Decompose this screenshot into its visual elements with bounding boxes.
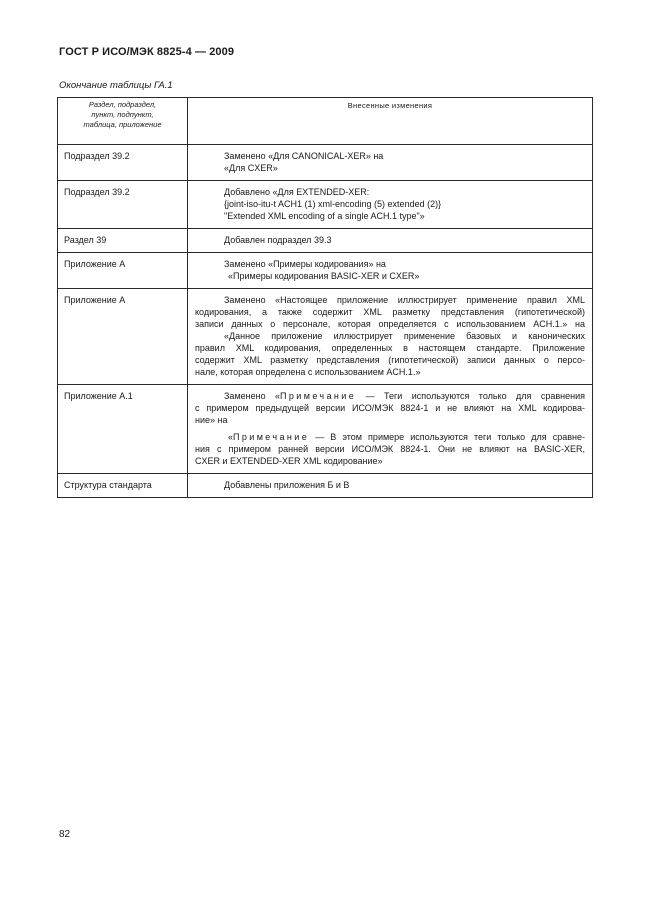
table-caption: Окончание таблицы ГА.1 — [59, 80, 173, 91]
change-cell: Добавлен подраздел 39.3 — [188, 229, 593, 253]
note-paragraph-1: Заменено «Примечание — Теги используются только для сравнения — [224, 391, 585, 401]
section-cell: Приложение А — [58, 289, 188, 385]
section-cell: Структура стандарта — [58, 474, 188, 498]
note-paragraph-2: «Примечание — В этом примере используются теги только для сравне- — [228, 432, 585, 442]
section-cell: Приложение А.1 — [58, 385, 188, 474]
page-number: 82 — [59, 829, 71, 840]
change-cell: Добавлены приложения Б и В — [188, 474, 593, 498]
table-row — [58, 229, 593, 253]
change-cell: Заменено «Настоящее приложение иллюстрирует применение правил XML кодирования, а также содержит XML разметку представления (гипотетической) записи данных о персонале, которая определяется с использованием ACH.1.» на «Данное приложение иллюстрирует применение базовых и канонических правил XML кодирования, определенных в настоящем стандарте. Приложение содержит XML разметку представления (гипотетической) записи данных о персо- нале, которая определена с использованием ACH.1.» — [188, 289, 593, 385]
change-cell: Заменено «Примечание — Теги используются только для сравнения с примером предыдущей версии ИСО/МЭК 8824-1 и не влияют на XML кодирова- ние» на «Примечание — В этом примере используются теги только для сравне- ния с примером ранней версии ИСО/МЭК 8824-1. Они не влияют на BASIC-XER, CXER и EXTENDED-XER XML кодирование» — [188, 385, 593, 474]
table-row — [58, 289, 593, 385]
table-row — [58, 181, 593, 229]
document-header: ГОСТ Р ИСО/МЭК 8825-4 — 2009 — [59, 46, 235, 58]
column-header-changes: Внесенные изменения — [188, 98, 593, 145]
section-cell: Подраздел 39.2 — [58, 145, 188, 181]
change-cell: Заменено «Примеры кодирования» на «Примеры кодирования BASIC-XER и CXER» — [188, 253, 593, 289]
table-row — [58, 145, 593, 181]
section-cell: Подраздел 39.2 — [58, 181, 188, 229]
table-row — [58, 385, 593, 474]
column-header-section: Раздел, подраздел, пункт, подпункт, таблица, приложение — [58, 98, 188, 145]
section-cell: Раздел 39 — [58, 229, 188, 253]
section-cell: Приложение А — [58, 253, 188, 289]
table-row — [58, 253, 593, 289]
change-cell: Заменено «Для CANONICAL-XER» на «Для CXER» — [188, 145, 593, 181]
table-header-row — [58, 98, 593, 145]
change-cell: Добавлено «Для EXTENDED-XER: {joint-iso-itu-t ACH1 (1) xml-encoding (5) extended (2)} "Extended XML encoding of a single ACH.1 type"» — [188, 181, 593, 229]
table-row — [58, 474, 593, 498]
amendments-table — [57, 97, 593, 498]
